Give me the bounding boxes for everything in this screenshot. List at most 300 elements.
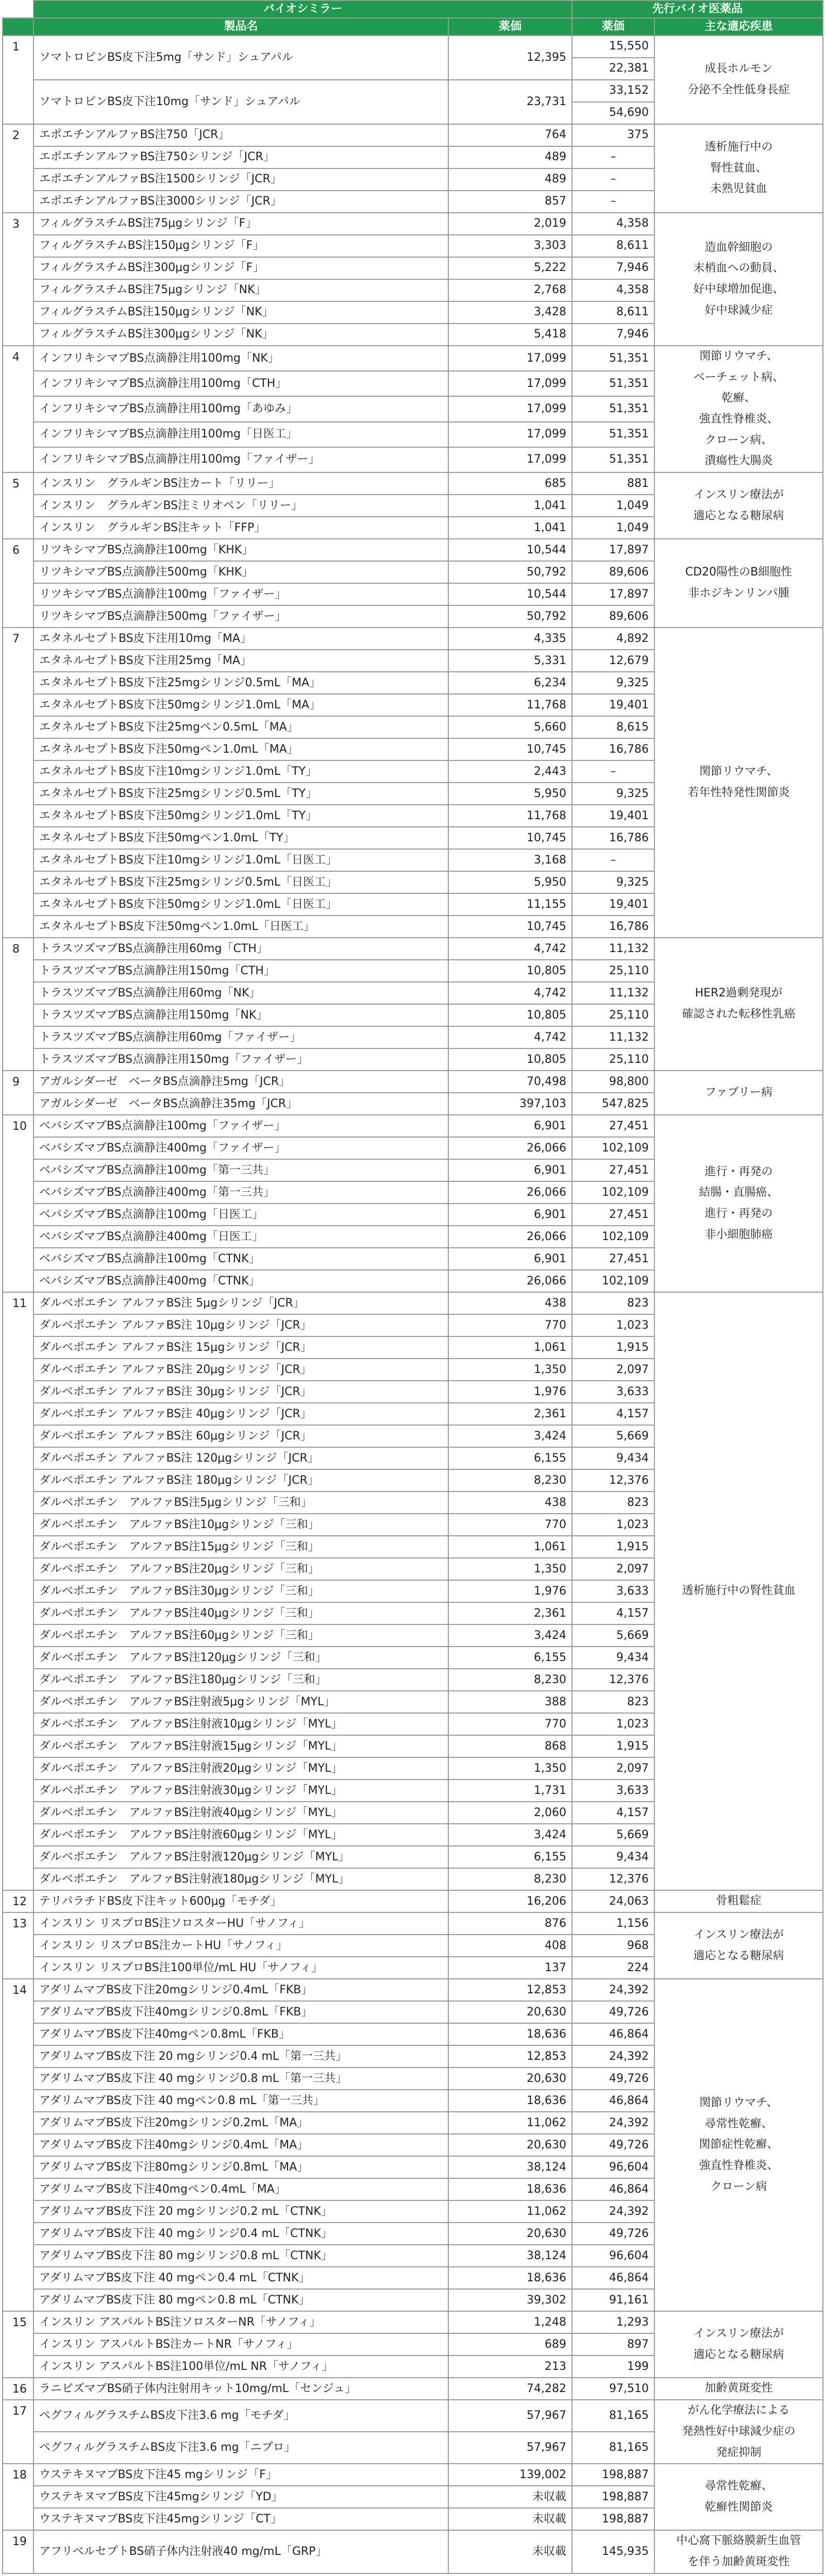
original-price-cell: 4,157 <box>572 1602 654 1624</box>
product-name-cell: アフリベルセプトBS硝子体内注射液40 mg/mL「GRP」 <box>33 2530 448 2573</box>
group-number: 17 <box>3 2400 33 2464</box>
original-price-cell: 51,351 <box>572 371 654 396</box>
table-row <box>3 2378 823 2400</box>
price-cell: 5,950 <box>448 783 572 805</box>
price-cell: 139,002 <box>448 2464 572 2486</box>
price-cell: 2,019 <box>448 213 572 235</box>
price-cell: 16,206 <box>448 1890 572 1912</box>
indication-cell: 骨粗鬆症 <box>654 1890 823 1912</box>
product-name-cell: エタネルセプトBS皮下注50mgシリンジ1.0mL「MA」 <box>33 694 448 716</box>
price-cell: 50,792 <box>448 561 572 583</box>
column-header-original-price: 薬価 <box>572 18 654 36</box>
product-name-cell: エタネルセプトBS皮下注25mgペン0.5mL「MA」 <box>33 716 448 738</box>
original-price-cell: 27,451 <box>572 1159 654 1181</box>
original-price-cell: 102,109 <box>572 1270 654 1292</box>
original-price-cell: 16,786 <box>572 738 654 760</box>
table-row <box>3 539 823 561</box>
product-name-cell: ダルベポエチン アルファBS注60μgシリンジ「三和」 <box>33 1624 448 1647</box>
product-name-cell: トラスツズマブBS点滴静注用150mg「ファイザー」 <box>33 1048 448 1071</box>
table-row <box>3 36 823 80</box>
indication-cell: 造血幹細胞の 末梢血への動員、 好中球増加促進、 好中球減少症 <box>654 213 823 346</box>
price-cell: 770 <box>448 1713 572 1735</box>
product-name-cell: インスリン アスパルトBS注100単位/mL NR「サノフィ」 <box>33 2355 448 2378</box>
table-row <box>3 472 823 495</box>
original-price-cell: 16,786 <box>572 916 654 938</box>
original-price-cell: 1,915 <box>572 1336 654 1359</box>
original-price-cell: 51,351 <box>572 422 654 447</box>
indication-cell: 関節リウマチ、 若年性特発性関節炎 <box>654 628 823 938</box>
product-name-cell: エタネルセプトBS皮下注用25mg「MA」 <box>33 650 448 672</box>
product-name-cell: ダルベポエチン アルファBS注射液20μgシリンジ「MYL」 <box>33 1757 448 1780</box>
price-cell: 12,853 <box>448 1979 572 2001</box>
product-name-cell: リツキシマブBS点滴静注100mg「ファイザー」 <box>33 583 448 605</box>
product-name-cell: ダルベポエチン アルファBS注射液30μgシリンジ「MYL」 <box>33 1780 448 1802</box>
product-name-cell: フィルグラスチムBS注150μgシリンジ「F」 <box>33 235 448 257</box>
indication-cell: ファブリー病 <box>654 1071 823 1115</box>
original-price-cell: 51,351 <box>572 396 654 421</box>
original-price-cell: 24,063 <box>572 1890 654 1912</box>
original-price-cell: 4,157 <box>572 1802 654 1824</box>
table-row <box>3 2530 823 2573</box>
group-number: 16 <box>3 2378 33 2400</box>
original-price-cell: 96,604 <box>572 2156 654 2178</box>
price-cell: 26,066 <box>448 1270 572 1292</box>
price-cell: 57,967 <box>448 2400 572 2432</box>
product-name-cell: ダルベポエチン アルファBS注射液40μgシリンジ「MYL」 <box>33 1802 448 1824</box>
table-row <box>3 213 823 235</box>
price-cell: 1,976 <box>448 1580 572 1602</box>
indication-cell: インスリン療法が 適応となる糖尿病 <box>654 472 823 539</box>
original-price-cell: 897 <box>572 2333 654 2355</box>
original-price-cell: 9,434 <box>572 1846 654 1868</box>
indication-cell: がん化学療法による 発熱性好中球減少症の 発症抑制 <box>654 2400 823 2464</box>
product-name-cell: アダリムマブBS皮下注40mgシリンジ0.4mL「MA」 <box>33 2134 448 2156</box>
indication-cell: 進行・再発の 結腸・直腸癌、 進行・再発の 非小細胞肺癌 <box>654 1115 823 1292</box>
product-name-cell: ベバシズマブBS点滴静注400mg「第一三共」 <box>33 1181 448 1204</box>
product-name-cell: ペグフィルグラスチムBS皮下注3.6 mg「ニプロ」 <box>33 2432 448 2464</box>
original-price-cell: 2,097 <box>572 1558 654 1580</box>
original-price-cell: 4,358 <box>572 279 654 301</box>
product-name-cell: エタネルセプトBS皮下注50mgシリンジ1.0mL「日医工」 <box>33 893 448 916</box>
product-name-cell: アダリムマブBS皮下注40mgペン0.8mL「FKB」 <box>33 2023 448 2045</box>
product-name-cell: ダルベポエチン アルファBS注射液180μgシリンジ「MYL」 <box>33 1868 448 1890</box>
product-name-cell: ベバシズマブBS点滴静注400mg「日医工」 <box>33 1226 448 1248</box>
product-name-cell: ソマトロピンBS皮下注5mg「サンド」シュアパル <box>33 36 448 80</box>
price-cell: 50,792 <box>448 605 572 628</box>
table-row <box>3 938 823 960</box>
price-cell: 1,350 <box>448 1757 572 1780</box>
original-price-cell: 968 <box>572 1935 654 1957</box>
product-name-cell: ベバシズマブBS点滴静注100mg「ファイザー」 <box>33 1115 448 1137</box>
table-row <box>3 346 823 371</box>
price-cell: 57,967 <box>448 2432 572 2464</box>
product-name-cell: ベバシズマブBS点滴静注100mg「日医工」 <box>33 1204 448 1226</box>
original-price-cell: 16,786 <box>572 827 654 849</box>
group-number: 7 <box>3 628 33 938</box>
price-cell: 38,124 <box>448 2156 572 2178</box>
indication-cell: 透析施行中の腎性貧血 <box>654 1292 823 1890</box>
product-name-cell: インフリキシマブBS点滴静注用100mg「NK」 <box>33 346 448 371</box>
price-cell: 2,443 <box>448 760 572 783</box>
product-name-cell: インフリキシマブBS点滴静注用100mg「ファイザー」 <box>33 447 448 472</box>
product-name-cell: フィルグラスチムBS注75μgシリンジ「NK」 <box>33 279 448 301</box>
original-price-cell: 2,097 <box>572 1359 654 1381</box>
table-row <box>3 1115 823 1137</box>
price-cell: 17,099 <box>448 447 572 472</box>
product-name-cell: ダルベポエチン アルファBS注 10μgシリンジ「JCR」 <box>33 1314 448 1336</box>
price-cell: 11,768 <box>448 805 572 827</box>
original-price-cell: 25,110 <box>572 960 654 982</box>
original-price-value: 15,550 <box>609 40 649 53</box>
price-cell: 6,234 <box>448 672 572 694</box>
price-cell: 3,303 <box>448 235 572 257</box>
original-price-cell: 1,049 <box>572 495 654 517</box>
original-price-cell: 49,726 <box>572 2067 654 2090</box>
price-cell: 1,350 <box>448 1558 572 1580</box>
original-price-cell: 9,325 <box>572 871 654 893</box>
price-cell: 11,062 <box>448 2112 572 2134</box>
product-name-cell: エタネルセプトBS皮下注10mgシリンジ1.0mL「日医工」 <box>33 849 448 871</box>
product-name-cell: インスリン リスプロBS注100単位/mL HU「サノフィ」 <box>33 1957 448 1979</box>
original-price-cell: 8,615 <box>572 716 654 738</box>
price-cell: 6,155 <box>448 1647 572 1669</box>
price-cell: 5,660 <box>448 716 572 738</box>
price-cell: 17,099 <box>448 346 572 371</box>
original-price-cell: 9,434 <box>572 1447 654 1469</box>
original-price-cell: 27,451 <box>572 1248 654 1270</box>
price-cell: 1,061 <box>448 1336 572 1359</box>
product-name-cell: ダルベポエチン アルファBS注180μgシリンジ「三和」 <box>33 1669 448 1691</box>
original-price-cell: 199 <box>572 2355 654 2378</box>
product-name-cell: ダルベポエチン アルファBS注15μgシリンジ「三和」 <box>33 1536 448 1558</box>
price-cell: 10,805 <box>448 960 572 982</box>
original-price-cell: 1,915 <box>572 1735 654 1757</box>
product-name-cell: インスリン リスプロBS注カートHU「サノフィ」 <box>33 1935 448 1957</box>
original-price-cell: 25,110 <box>572 1004 654 1026</box>
group-number: 15 <box>3 2311 33 2378</box>
original-price-cell: 24,392 <box>572 2200 654 2223</box>
product-name-cell: ペグフィルグラスチムBS皮下注3.6 mg「モチダ」 <box>33 2400 448 2432</box>
original-price-cell: 224 <box>572 1957 654 1979</box>
price-cell: 764 <box>448 124 572 146</box>
price-cell: 26,066 <box>448 1181 572 1204</box>
product-name-cell: インスリン グラルギンBS注カート「リリー」 <box>33 472 448 495</box>
price-cell: 1,976 <box>448 1381 572 1403</box>
original-price-cell: – <box>572 849 654 871</box>
price-cell: 20,630 <box>448 2001 572 2023</box>
original-price-cell: 11,132 <box>572 982 654 1004</box>
product-name-cell: ダルベポエチン アルファBS注 20μgシリンジ「JCR」 <box>33 1359 448 1381</box>
group-number: 5 <box>3 472 33 539</box>
price-cell: 388 <box>448 1691 572 1713</box>
original-price-cell: 4,358 <box>572 213 654 235</box>
product-name-cell: フィルグラスチムBS注75μgシリンジ「F」 <box>33 213 448 235</box>
original-price-cell: 7,946 <box>572 257 654 279</box>
original-price-cell: 46,864 <box>572 2178 654 2200</box>
original-price-cell: 547,825 <box>572 1093 654 1115</box>
original-price-cell: 102,109 <box>572 1181 654 1204</box>
product-name-cell: アダリムマブBS皮下注40mgペン0.4mL「MA」 <box>33 2178 448 2200</box>
price-cell: 5,222 <box>448 257 572 279</box>
price-cell: 868 <box>448 1735 572 1757</box>
product-name-cell: アダリムマブBS皮下注 20 mgシリンジ0.2 mL「CTNK」 <box>33 2200 448 2223</box>
product-name-cell: エポエチンアルファBS注750シリンジ「JCR」 <box>33 146 448 168</box>
product-name-cell: ダルベポエチン アルファBS注 180μgシリンジ「JCR」 <box>33 1469 448 1492</box>
price-cell: 10,805 <box>448 1004 572 1026</box>
original-price-cell: 5,669 <box>572 1425 654 1447</box>
original-price-cell: – <box>572 760 654 783</box>
original-price-cell: 81,165 <box>572 2432 654 2464</box>
product-name-cell: ダルベポエチン アルファBS注120μgシリンジ「三和」 <box>33 1647 448 1669</box>
product-name-cell: エタネルセプトBS皮下注10mgシリンジ1.0mL「TY」 <box>33 760 448 783</box>
original-price-cell: 49,726 <box>572 2001 654 2023</box>
product-name-cell: リツキシマブBS点滴静注500mg「KHK」 <box>33 561 448 583</box>
product-name-cell: ダルベポエチン アルファBS注 30μgシリンジ「JCR」 <box>33 1381 448 1403</box>
price-cell: 10,745 <box>448 827 572 849</box>
price-cell: 6,155 <box>448 1447 572 1469</box>
header-biosimilar: バイオシミラー <box>33 1 572 18</box>
product-name-cell: アダリムマブBS皮下注 80 mgシリンジ0.8 mL「CTNK」 <box>33 2245 448 2267</box>
original-price-cell: 1,023 <box>572 1514 654 1536</box>
price-cell: 1,248 <box>448 2311 572 2333</box>
price-cell: 6,155 <box>448 1846 572 1868</box>
price-cell: 1,350 <box>448 1359 572 1381</box>
product-name-cell: ダルベポエチン アルファBS注20μgシリンジ「三和」 <box>33 1558 448 1580</box>
price-cell: 1,731 <box>448 1780 572 1802</box>
price-cell: 17,099 <box>448 422 572 447</box>
price-cell: 6,901 <box>448 1159 572 1181</box>
original-price-cell: 17,897 <box>572 583 654 605</box>
product-name-cell: ウステキヌマブBS皮下注45 mgシリンジ「F」 <box>33 2464 448 2486</box>
product-name-cell: ダルベポエチン アルファBS注射液15μgシリンジ「MYL」 <box>33 1735 448 1757</box>
column-header-product-name: 製品名 <box>33 18 448 36</box>
original-price-cell: 11,132 <box>572 1026 654 1048</box>
price-cell: 3,424 <box>448 1425 572 1447</box>
product-name-cell: トラスツズマブBS点滴静注用150mg「NK」 <box>33 1004 448 1026</box>
product-name-cell: ダルベポエチン アルファBS注射液5μgシリンジ「MYL」 <box>33 1691 448 1713</box>
original-price-cell: 198,887 <box>572 2508 654 2530</box>
product-name-cell: フィルグラスチムBS注300μgシリンジ「NK」 <box>33 324 448 346</box>
table-row <box>3 1912 823 1935</box>
original-price-cell: 81,165 <box>572 2400 654 2432</box>
price-cell: 10,745 <box>448 916 572 938</box>
biosimilar-price-table <box>2 0 823 2574</box>
group-number: 9 <box>3 1071 33 1115</box>
original-price-cell: 145,935 <box>572 2530 654 2573</box>
product-name-cell: ダルベポエチン アルファBS注30μgシリンジ「三和」 <box>33 1580 448 1602</box>
original-price-cell: 97,510 <box>572 2378 654 2400</box>
group-number: 1 <box>3 36 33 124</box>
product-name-cell: インスリン アスパルトBS注カートNR「サノフィ」 <box>33 2333 448 2355</box>
product-name-cell: リツキシマブBS点滴静注100mg「KHK」 <box>33 539 448 561</box>
table-row <box>3 2464 823 2486</box>
product-name-cell: ベバシズマブBS点滴静注400mg「ファイザー」 <box>33 1137 448 1159</box>
product-name-cell: ベバシズマブBS点滴静注100mg「CTNK」 <box>33 1248 448 1270</box>
original-price-cell: 89,606 <box>572 605 654 628</box>
original-price-cell: 1,049 <box>572 517 654 539</box>
price-cell: 18,636 <box>448 2267 572 2289</box>
indication-cell: 関節リウマチ、 ベーチェット病、 乾癬、 強直性脊椎炎、 クローン病、 潰瘍性大腸炎 <box>654 346 823 472</box>
price-cell: 12,395 <box>448 36 572 80</box>
price-cell: 3,424 <box>448 1624 572 1647</box>
original-price-cell: 7,946 <box>572 324 654 346</box>
product-name-cell: ダルベポエチン アルファBS注 40μgシリンジ「JCR」 <box>33 1403 448 1425</box>
original-price-cell: 3,633 <box>572 1780 654 1802</box>
price-cell: 770 <box>448 1314 572 1336</box>
original-price-cell: 5,669 <box>572 1824 654 1846</box>
price-cell: 10,745 <box>448 738 572 760</box>
price-cell: 20,630 <box>448 2134 572 2156</box>
original-price-value: 33,152 <box>609 84 649 97</box>
product-name-cell: インスリン アスパルトBS注ソロスターNR「サノフィ」 <box>33 2311 448 2333</box>
price-cell: 137 <box>448 1957 572 1979</box>
group-number: 13 <box>3 1912 33 1979</box>
header-spacer <box>3 1 33 18</box>
product-name-cell: エタネルセプトBS皮下注25mgシリンジ0.5mL「日医工」 <box>33 871 448 893</box>
original-price-cell: 51,351 <box>572 346 654 371</box>
indication-cell: 中心窩下脈絡膜新生血管 を伴う加齢黄斑変性 <box>654 2530 823 2573</box>
price-cell: 11,062 <box>448 2200 572 2223</box>
original-price-cell: 12,679 <box>572 650 654 672</box>
product-name-cell: トラスツズマブBS点滴静注用60mg「CTH」 <box>33 938 448 960</box>
price-cell: 39,302 <box>448 2289 572 2311</box>
original-price-cell: 27,451 <box>572 1204 654 1226</box>
product-name-cell: アダリムマブBS皮下注20mgシリンジ0.2mL「MA」 <box>33 2112 448 2134</box>
original-price-cell: 27,451 <box>572 1115 654 1137</box>
indication-cell: 成長ホルモン 分泌不全性低身長症 <box>654 36 823 124</box>
product-name-cell: トラスツズマブBS点滴静注用60mg「ファイザー」 <box>33 1026 448 1048</box>
price-cell: 876 <box>448 1912 572 1935</box>
product-name-cell: ダルベポエチン アルファBS注 60μgシリンジ「JCR」 <box>33 1425 448 1447</box>
price-cell: 2,060 <box>448 1802 572 1824</box>
product-name-cell: インスリン リスプロBS注ソロスターHU「サノフィ」 <box>33 1912 448 1935</box>
original-price-cell: 198,887 <box>572 2486 654 2508</box>
price-cell: 397,103 <box>448 1093 572 1115</box>
price-cell: 8,230 <box>448 1868 572 1890</box>
group-number: 4 <box>3 346 33 472</box>
product-name-cell: アダリムマブBS皮下注20mgシリンジ0.4mL「FKB」 <box>33 1979 448 2001</box>
price-cell: 38,124 <box>448 2245 572 2267</box>
original-price-cell: 12,376 <box>572 1868 654 1890</box>
product-name-cell: アダリムマブBS皮下注 40 mgシリンジ0.4 mL「CTNK」 <box>33 2223 448 2245</box>
product-name-cell: インフリキシマブBS点滴静注用100mg「CTH」 <box>33 371 448 396</box>
price-cell: 5,950 <box>448 871 572 893</box>
price-cell: 11,155 <box>448 893 572 916</box>
original-price-cell: 9,325 <box>572 672 654 694</box>
price-cell: 未収載 <box>448 2508 572 2530</box>
original-price-cell: 11,132 <box>572 938 654 960</box>
original-price-cell: 24,392 <box>572 2045 654 2067</box>
original-price-cell: 823 <box>572 1292 654 1314</box>
price-cell: 20,630 <box>448 2067 572 2090</box>
price-cell: 5,418 <box>448 324 572 346</box>
original-price-cell: 3,633 <box>572 1580 654 1602</box>
table-row <box>3 2400 823 2432</box>
original-price-cell: 1,023 <box>572 1314 654 1336</box>
original-price-cell: 102,109 <box>572 1226 654 1248</box>
product-name-cell: アガルシダーゼ ベータBS点滴静注35mg「JCR」 <box>33 1093 448 1115</box>
product-name-cell: アダリムマブBS皮下注 80 mgペン0.8 mL「CTNK」 <box>33 2289 448 2311</box>
product-name-cell: エタネルセプトBS皮下注50mgシリンジ1.0mL「TY」 <box>33 805 448 827</box>
original-price-cell: 49,726 <box>572 2134 654 2156</box>
price-cell: 213 <box>448 2355 572 2378</box>
price-cell: 6,901 <box>448 1204 572 1226</box>
original-price-cell: 823 <box>572 1492 654 1514</box>
product-name-cell: インスリン グラルギンBS注キット「FFP」 <box>33 517 448 539</box>
price-cell: 26,066 <box>448 1226 572 1248</box>
product-name-cell: エタネルセプトBS皮下注50mgペン1.0mL「日医工」 <box>33 916 448 938</box>
header-original-biologic: 先行バイオ医薬品 <box>572 1 823 18</box>
group-number: 19 <box>3 2530 33 2573</box>
group-number: 11 <box>3 1292 33 1890</box>
original-price-cell: 19,401 <box>572 805 654 827</box>
price-cell: 3,428 <box>448 301 572 324</box>
table-row <box>3 628 823 650</box>
indication-cell: CD20陽性のB細胞性 非ホジキンリンパ腫 <box>654 539 823 628</box>
product-name-cell: トラスツズマブBS点滴静注用150mg「CTH」 <box>33 960 448 982</box>
price-cell: 770 <box>448 1514 572 1536</box>
price-cell: 17,099 <box>448 396 572 421</box>
price-cell: 11,768 <box>448 694 572 716</box>
indication-cell: 尋常性乾癬、 乾癬性関節炎 <box>654 2464 823 2530</box>
original-price-cell: 9,325 <box>572 783 654 805</box>
product-name-cell: ウステキヌマブBS皮下注45mgシリンジ「CT」 <box>33 2508 448 2530</box>
price-cell: 4,742 <box>448 982 572 1004</box>
product-name-cell: リツキシマブBS点滴静注500mg「ファイザー」 <box>33 605 448 628</box>
original-price-cell: 51,351 <box>572 447 654 472</box>
original-price-cell: – <box>572 168 654 191</box>
price-cell: 4,742 <box>448 938 572 960</box>
product-name-cell: ベバシズマブBS点滴静注100mg「第一三共」 <box>33 1159 448 1181</box>
price-cell: 20,630 <box>448 2223 572 2245</box>
column-header-price: 薬価 <box>448 18 572 36</box>
original-price-cell: 98,800 <box>572 1071 654 1093</box>
indication-cell: 透析施行中の 腎性貧血、 未熟児貧血 <box>654 124 823 213</box>
original-price-cell: 8,611 <box>572 301 654 324</box>
column-header-indication: 主な適応疾患 <box>654 18 823 36</box>
price-cell: 26,066 <box>448 1137 572 1159</box>
product-name-cell: ダルベポエチン アルファBS注射液120μgシリンジ「MYL」 <box>33 1846 448 1868</box>
product-name-cell: ダルベポエチン アルファBS注5μgシリンジ「三和」 <box>33 1492 448 1514</box>
table-row <box>3 2311 823 2333</box>
table-row <box>3 1890 823 1912</box>
price-cell: 438 <box>448 1292 572 1314</box>
price-cell: 18,636 <box>448 2090 572 2112</box>
price-cell: 8,230 <box>448 1469 572 1492</box>
product-name-cell: インフリキシマブBS点滴静注用100mg「日医工」 <box>33 422 448 447</box>
price-cell: 18,636 <box>448 2178 572 2200</box>
product-name-cell: ソマトロピンBS皮下注10mg「サンド」シュアパル <box>33 80 448 124</box>
indication-cell: インスリン療法が 適応となる糖尿病 <box>654 1912 823 1979</box>
group-number: 6 <box>3 539 33 628</box>
product-name-cell: ダルベポエチン アルファBS注 15μgシリンジ「JCR」 <box>33 1336 448 1359</box>
original-price-cell: 1,156 <box>572 1912 654 1935</box>
group-number: 3 <box>3 213 33 346</box>
price-cell: 10,544 <box>448 539 572 561</box>
original-price-value: 54,690 <box>573 101 654 124</box>
product-name-cell: エタネルセプトBS皮下注25mgシリンジ0.5mL「MA」 <box>33 672 448 694</box>
product-name-cell: アダリムマブBS皮下注80mgシリンジ0.8mL「MA」 <box>33 2156 448 2178</box>
price-cell: 未収載 <box>448 2486 572 2508</box>
product-name-cell: エタネルセプトBS皮下注50mgペン1.0mL「MA」 <box>33 738 448 760</box>
indication-cell: 加齢黄斑変性 <box>654 2378 823 2400</box>
price-cell: 1,041 <box>448 495 572 517</box>
product-name-cell: アガルシダーゼ ベータBS点滴静注5mg「JCR」 <box>33 1071 448 1093</box>
product-name-cell: エポエチンアルファBS注750「JCR」 <box>33 124 448 146</box>
original-price-cell: 46,864 <box>572 2090 654 2112</box>
price-cell: 489 <box>448 146 572 168</box>
product-name-cell: テリパラチドBS皮下注キット600μg「モチダ」 <box>33 1890 448 1912</box>
